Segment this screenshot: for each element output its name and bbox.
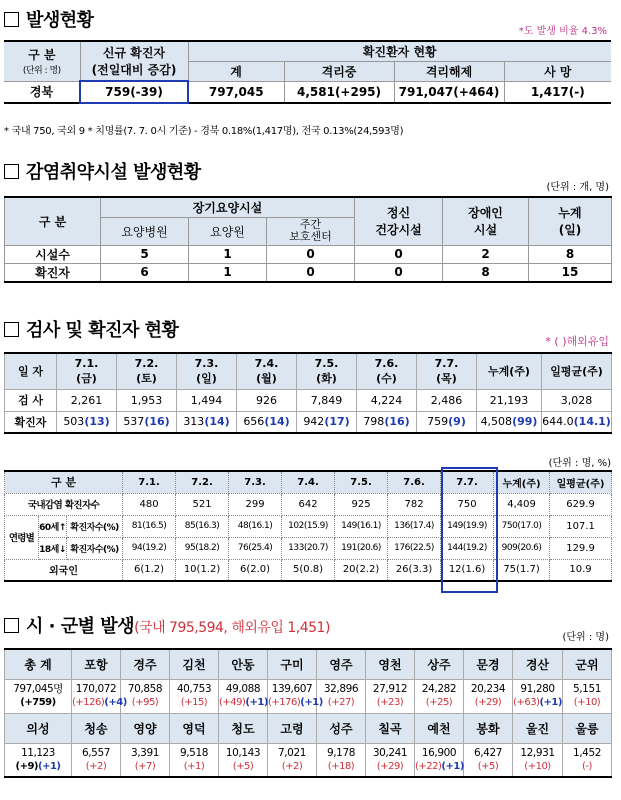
- region-value: [268, 679, 323, 713]
- hdr-deaths: 사 망: [504, 61, 611, 81]
- title-text: 시 · 군별 발생: [26, 616, 135, 637]
- cell: 95(18.2): [176, 537, 229, 559]
- row-label: 국내감염 확진자수: [5, 493, 123, 515]
- cell: 750: [441, 493, 494, 515]
- region-name: 의성: [5, 713, 72, 743]
- cell: 20(2.2): [335, 559, 388, 581]
- region-count: 170,072: [75, 683, 117, 695]
- hdr-day: 7.5. (화): [297, 353, 357, 389]
- hdr-day: 7.5.: [335, 471, 388, 493]
- region-change: (+7): [134, 760, 156, 772]
- region-count: 27,912: [372, 683, 408, 695]
- cell: 6: [101, 263, 189, 282]
- cell: 149(19.9): [441, 515, 494, 537]
- region-value-row: [5, 679, 612, 713]
- age-table: [4, 470, 612, 582]
- hdr-cumulative: 누계(주): [494, 471, 550, 493]
- region-change: (+759): [20, 697, 56, 708]
- region-overseas-change: (+1): [300, 697, 323, 708]
- region-value: [219, 679, 268, 713]
- cell: 12(1.6): [441, 559, 494, 581]
- region-value: [563, 743, 612, 777]
- region-count: 91,280: [520, 683, 555, 695]
- region-change: (+63): [513, 697, 540, 708]
- region-value: [219, 743, 268, 777]
- age-label: 60세↑: [39, 515, 67, 537]
- cell: 644.0(14.1): [542, 411, 612, 433]
- row-tests: [5, 389, 612, 411]
- row-label: 시설수: [5, 245, 101, 263]
- checkbox-square-icon: [4, 164, 19, 179]
- row-label: 확진자: [5, 263, 101, 282]
- row-label: 경북: [4, 81, 80, 103]
- cell: 521: [176, 493, 229, 515]
- tests-table: [4, 352, 612, 434]
- cell: 76(25.4): [229, 537, 282, 559]
- cell: 5: [101, 245, 189, 263]
- hdr-day: 7.6.: [388, 471, 441, 493]
- region-change: (+1): [183, 760, 205, 772]
- age-sub-label: 확진자수(%): [67, 515, 123, 537]
- region-change: (+9): [15, 760, 38, 772]
- hdr-day: 7.6. (수): [357, 353, 417, 389]
- cell: 94(19.2): [123, 537, 176, 559]
- outbreak-table: [4, 40, 611, 104]
- cell: 2,486: [417, 389, 477, 411]
- checkbox-square-icon: [4, 322, 19, 337]
- region-change: (+2): [85, 760, 107, 772]
- isolated-value: 4,581(+295): [284, 81, 394, 103]
- region-value: [464, 679, 513, 713]
- cell: 102(15.9): [282, 515, 335, 537]
- region-value: [464, 743, 513, 777]
- region-overseas-change: (+1): [539, 697, 562, 708]
- region-name: 김천: [170, 649, 219, 679]
- row-domestic: [5, 493, 612, 515]
- hdr-day: 7.7. (목): [417, 353, 477, 389]
- hdr-total: 계: [188, 61, 284, 81]
- region-count: 49,088: [225, 683, 261, 695]
- row-foreign: [5, 559, 612, 581]
- region-count: 32,896: [323, 683, 359, 695]
- region-count: 9,178: [326, 746, 356, 759]
- facilities-table: [4, 196, 612, 283]
- cell: 3,028: [542, 389, 612, 411]
- region-count: 10,143: [225, 746, 261, 759]
- region-count: 70,858: [127, 683, 163, 695]
- cell: 299: [229, 493, 282, 515]
- cell: 0: [355, 263, 443, 282]
- region-count: 40,753: [176, 683, 212, 695]
- row-label: 외국인: [5, 559, 123, 581]
- region-value: [415, 679, 464, 713]
- region-value: [170, 743, 219, 777]
- cell: 2: [443, 245, 529, 263]
- region-change: (+10): [573, 697, 601, 708]
- cell: 7,849: [297, 389, 357, 411]
- cell: 10(1.2): [176, 559, 229, 581]
- region-count: 3,391: [130, 746, 160, 759]
- hdr-isolated: 격리중: [284, 61, 394, 81]
- region-count: 1,452: [572, 746, 602, 759]
- region-name: 봉화: [464, 713, 513, 743]
- region-name: 포항: [72, 649, 121, 679]
- region-name: 안동: [219, 649, 268, 679]
- region-name: 영천: [366, 649, 415, 679]
- cell: 1: [189, 245, 267, 263]
- cell: 21,193: [477, 389, 542, 411]
- overseas-note: * ( )해외유입: [545, 335, 609, 348]
- region-value: [366, 743, 415, 777]
- cell: 656(14): [237, 411, 297, 433]
- region-overseas-change: (+1): [38, 760, 61, 772]
- hdr-released: 격리해제: [394, 61, 504, 81]
- region-value: [563, 679, 612, 713]
- region-overseas-change: (+1): [245, 697, 268, 708]
- region-count: 30,241: [372, 746, 408, 759]
- cell: 629.9: [550, 493, 612, 515]
- hdr-new-cases: 신규 확진자 (전일대비 증감): [80, 41, 188, 81]
- region-count: 7,021: [277, 746, 307, 759]
- hdr-day: 7.1.: [123, 471, 176, 493]
- region-change: (+49): [219, 697, 246, 708]
- section-title-facilities: [4, 158, 201, 184]
- cell: 313(14): [177, 411, 237, 433]
- cell: 85(16.3): [176, 515, 229, 537]
- hdr-average: 일평균(주): [550, 471, 612, 493]
- region-change: (+126): [72, 697, 105, 708]
- cell: 642: [282, 493, 335, 515]
- row-age60: [5, 515, 612, 537]
- region-value: [317, 743, 366, 777]
- cell: 798(16): [357, 411, 417, 433]
- region-change: (+27): [327, 697, 355, 708]
- region-change: (+95): [131, 697, 159, 708]
- region-change: (+2): [281, 760, 303, 772]
- region-change: (-): [582, 760, 592, 772]
- title-text: 발생현황: [26, 10, 94, 31]
- region-name: 문경: [464, 649, 513, 679]
- region-change: (+15): [180, 697, 208, 708]
- region-value: [268, 743, 317, 777]
- hdr-ltc: 장기요양시설: [101, 197, 355, 217]
- hdr-gubun: 구 분 (단위 : 명): [4, 41, 80, 81]
- region-count: 24,282: [421, 683, 457, 695]
- region-name-row: [5, 649, 612, 679]
- hdr-day: 7.4.: [282, 471, 335, 493]
- cell: 1,953: [117, 389, 177, 411]
- outbreak-ratio-note: *도 발생 비율 4.3%: [518, 26, 607, 37]
- region-value-row: [5, 743, 612, 777]
- region-change: (+5): [477, 760, 499, 772]
- row-label: 검 사: [5, 389, 57, 411]
- hdr-day: 7.3.: [229, 471, 282, 493]
- region-value: [513, 743, 563, 777]
- new-cases-value: 759(-39): [80, 81, 188, 103]
- hdr-day: 7.3. (일): [177, 353, 237, 389]
- hdr-status: 확진환자 현황: [188, 41, 611, 61]
- region-value: [5, 679, 72, 713]
- cell: 0: [267, 263, 355, 282]
- hdr-daycare: 주간 보호센터: [267, 217, 355, 245]
- cell: 782: [388, 493, 441, 515]
- region-change: (+176): [268, 697, 301, 708]
- outbreak-footnote: * 국내 750, 국외 9 * 치명률(7. 7. 0시 기준) - 경북 0.18%(1,417명), 전국 0.13%(24,593명): [4, 126, 404, 137]
- age-label: 18세↓: [39, 537, 67, 559]
- region-name: 울릉: [563, 713, 612, 743]
- cell: 0: [355, 245, 443, 263]
- region-name: 예천: [415, 713, 464, 743]
- hdr-cumulative: 누계 (일): [529, 197, 612, 245]
- title-text: 감염취약시설 발생현황: [26, 162, 201, 183]
- cell: 81(16.5): [123, 515, 176, 537]
- hdr-mental: 정신 건강시설: [355, 197, 443, 245]
- region-count: 12,931: [520, 746, 555, 759]
- released-value: 791,047(+464): [394, 81, 504, 103]
- facilities-unit: (단위 : 개, 명): [546, 182, 609, 193]
- cell: 1,494: [177, 389, 237, 411]
- section-title-outbreak: [4, 6, 94, 32]
- region-count: 20,234: [470, 683, 506, 695]
- region-count: 16,900: [421, 746, 457, 759]
- cell: 1: [189, 263, 267, 282]
- cell: 926: [237, 389, 297, 411]
- cell: 503(13): [57, 411, 117, 433]
- region-overseas-change: (+1): [441, 760, 464, 772]
- hdr-disabled: 장애인 시설: [443, 197, 529, 245]
- cell: 129.9: [550, 537, 612, 559]
- cell: 48(16.1): [229, 515, 282, 537]
- region-change: (+5): [232, 760, 254, 772]
- region-change: (+29): [376, 760, 404, 772]
- cell: 107.1: [550, 515, 612, 537]
- row-confirmed: [5, 263, 612, 282]
- section-title-tests: [4, 316, 178, 342]
- hdr-gubun: 구 분: [5, 471, 123, 493]
- cell: 144(19.2): [441, 537, 494, 559]
- region-name: 군위: [563, 649, 612, 679]
- section-title-regions: [4, 612, 330, 638]
- hdr-nursing-hospital: 요양병원: [101, 217, 189, 245]
- age-sub-label: 확진자수(%): [67, 537, 123, 559]
- region-name: 울진: [513, 713, 563, 743]
- region-name: 구미: [268, 649, 317, 679]
- row-confirmed: [5, 411, 612, 433]
- region-value: [513, 679, 563, 713]
- cell: 15: [529, 263, 612, 282]
- cell: 8: [443, 263, 529, 282]
- hdr-cumulative: 누계(주): [477, 353, 542, 389]
- cell: 925: [335, 493, 388, 515]
- region-value: [72, 743, 121, 777]
- cell: 191(20.6): [335, 537, 388, 559]
- region-change: (+10): [524, 760, 551, 772]
- row-label: 확진자: [5, 411, 57, 433]
- region-name: 성주: [317, 713, 366, 743]
- region-name: 경산: [513, 649, 563, 679]
- age-table-unit: (단위 : 명, %): [548, 458, 611, 469]
- region-count: 11,123: [21, 746, 55, 759]
- region-change: (+23): [376, 697, 404, 708]
- cell: 750(17.0): [494, 515, 550, 537]
- regions-unit: (단위 : 명): [562, 632, 609, 643]
- region-count: 139,607: [271, 683, 313, 695]
- hdr-day: 7.1. (금): [57, 353, 117, 389]
- cell: 537(16): [117, 411, 177, 433]
- region-change: (+18): [327, 760, 355, 772]
- region-name: 영양: [121, 713, 170, 743]
- region-change: (+29): [474, 697, 502, 708]
- region-change: (+22): [415, 760, 442, 772]
- row-age18: [5, 537, 612, 559]
- region-name: 고령: [268, 713, 317, 743]
- cell: 8: [529, 245, 612, 263]
- region-count: 6,427: [473, 746, 503, 759]
- cell: 6(2.0): [229, 559, 282, 581]
- region-change: (+25): [425, 697, 453, 708]
- checkbox-square-icon: [4, 12, 19, 27]
- region-value: [317, 679, 366, 713]
- region-count: 797,045명: [13, 683, 63, 695]
- hdr-nursing-home: 요양원: [189, 217, 267, 245]
- hdr-average: 일평균(주): [542, 353, 612, 389]
- region-value: [72, 679, 127, 713]
- cell: 133(20.7): [282, 537, 335, 559]
- region-overseas-change: (+4): [104, 697, 127, 708]
- region-name: 청송: [72, 713, 121, 743]
- cell: 4,508(99): [477, 411, 542, 433]
- region-name: 총 계: [5, 649, 72, 679]
- region-name: 영덕: [170, 713, 219, 743]
- region-count: 5,151: [572, 683, 602, 695]
- region-name: 청도: [219, 713, 268, 743]
- cell: 2,261: [57, 389, 117, 411]
- region-name: 경주: [121, 649, 170, 679]
- cell: 136(17.4): [388, 515, 441, 537]
- row-facility-count: [5, 245, 612, 263]
- region-name-row: [5, 713, 612, 743]
- cell: 0: [267, 245, 355, 263]
- region-name: 영주: [317, 649, 366, 679]
- cell: 10.9: [550, 559, 612, 581]
- cell: 176(22.5): [388, 537, 441, 559]
- region-value: [5, 743, 72, 777]
- region-name: 칠곡: [366, 713, 415, 743]
- hdr-gubun: 구 분: [5, 197, 101, 245]
- title-text: 검사 및 확진자 현황: [26, 320, 179, 341]
- total-value: 797,045: [188, 81, 284, 103]
- regions-table: [4, 648, 612, 778]
- cell: 4,409: [494, 493, 550, 515]
- cell: 759(9): [417, 411, 477, 433]
- cell: 4,224: [357, 389, 417, 411]
- region-value: [121, 679, 170, 713]
- region-count: 6,557: [81, 746, 111, 759]
- cell: 480: [123, 493, 176, 515]
- hdr-day: 7.7.: [441, 471, 494, 493]
- hdr-day: 7.2.: [176, 471, 229, 493]
- region-name: 상주: [415, 649, 464, 679]
- region-value: [170, 679, 219, 713]
- region-value: [121, 743, 170, 777]
- hdr-date: 일 자: [5, 353, 57, 389]
- hdr-day: 7.4. (월): [237, 353, 297, 389]
- cell: 75(1.7): [494, 559, 550, 581]
- cell: 5(0.8): [282, 559, 335, 581]
- region-value: [366, 679, 415, 713]
- cell: 6(1.2): [123, 559, 176, 581]
- age-group-label: 연령별: [5, 515, 39, 559]
- cell: 149(16.1): [335, 515, 388, 537]
- hdr-day: 7.2. (토): [117, 353, 177, 389]
- region-value: [415, 743, 464, 777]
- deaths-value: 1,417(-): [504, 81, 611, 103]
- cell: 909(20.6): [494, 537, 550, 559]
- region-count: 9,518: [179, 746, 209, 759]
- checkbox-square-icon: [4, 618, 19, 633]
- cell: 942(17): [297, 411, 357, 433]
- title-sub-text: (국내 795,594, 해외유입 1,451): [134, 620, 330, 636]
- cell: 26(3.3): [388, 559, 441, 581]
